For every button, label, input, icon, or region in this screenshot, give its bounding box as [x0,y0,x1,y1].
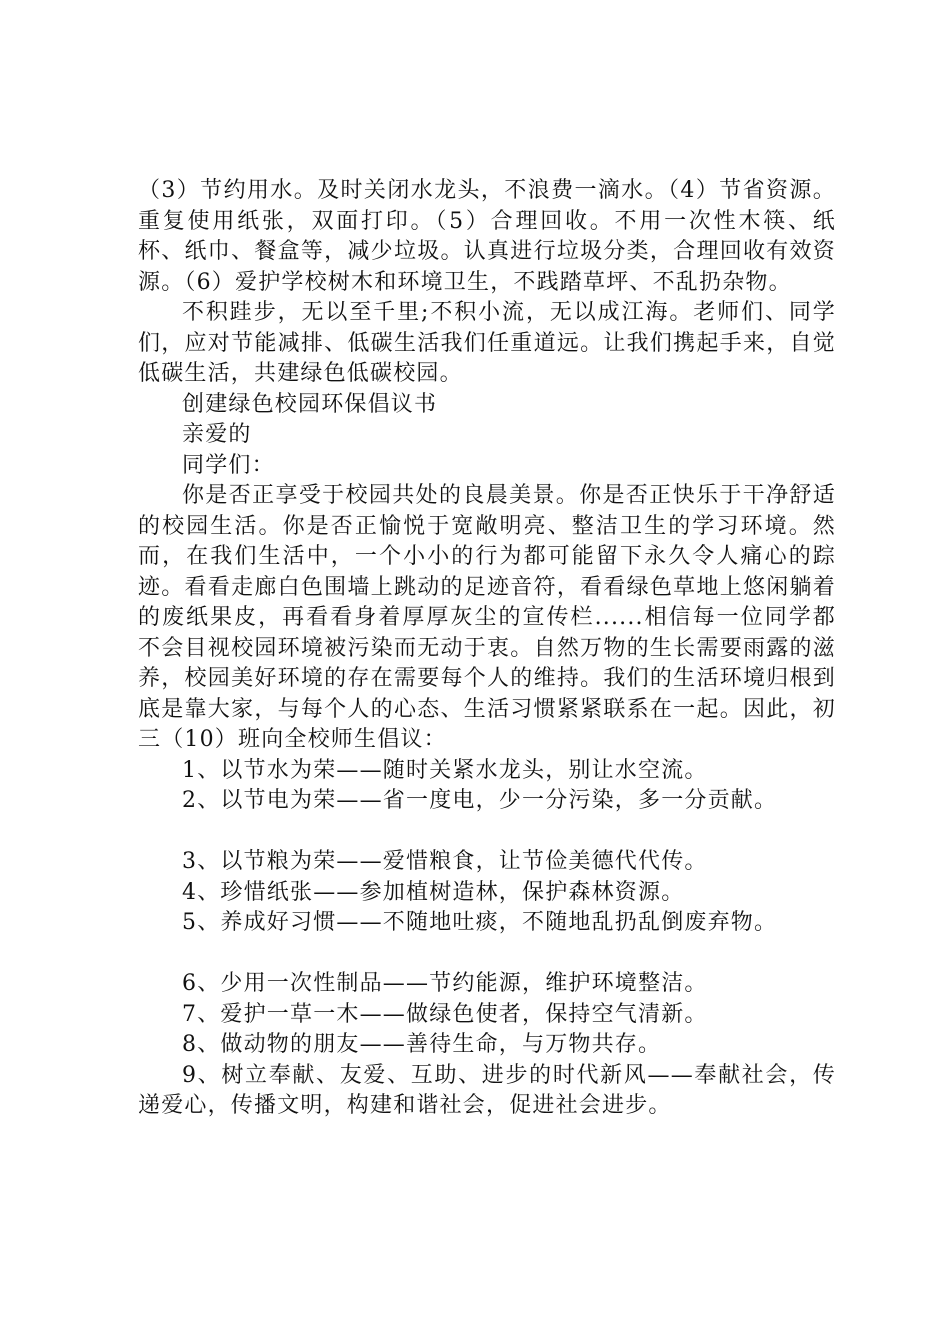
blank-line [138,939,836,970]
proposal-item-7: 7、爱护一草一木——做绿色使者，保持空气清新。 [182,1001,708,1027]
proposal-item-8: 8、做动物的朋友——善待生命，与万物共存。 [182,1032,662,1057]
proposal-item-6: 6、少用一次性制品——节约能源，维护环境整洁。 [182,971,708,996]
salutation-line-2: 同学们： [182,452,275,478]
paragraph-low-carbon-appeal: 不积跬步，无以至千里;不积小流，无以成江海。老师们、同学们，应对节能减排、低碳生活我们任重道远。让我们携起手来，自觉低碳生活，共建绿色低碳校园。 [138,300,836,386]
document-body [138,176,836,1122]
paragraph-conservation-tips: （3）节约用水。及时关闭水龙头，不浪费一滴水。（4）节省资源。重复使用纸张，双面打印。（5）合理回收。不用一次性木筷、纸杯、纸巾、餐盒等，减少垃圾。认真进行垃圾分类，合理回收有效资源。（6）爱护学校树木和环境卫生，不践踏草坪、不乱扔杂物。 [138,178,836,295]
proposal-item-9: 9、树立奉献、友爱、互助、进步的时代新风——奉献社会，传递爱心，传播文明，构建和谐社会，促进社会进步。 [138,1062,836,1118]
proposal-item-4: 4、珍惜纸张——参加植树造林，保护森林资源。 [182,879,685,905]
proposal-item-2: 2、以节电为荣——省一度电，少一分污染，多一分贡献。 [182,788,778,813]
proposal-item-5: 5、养成好习惯——不随地吐痰，不随地乱扔乱倒废弃物。 [182,910,778,935]
paragraph-introduction: 你是否正享受于校园共处的良晨美景。你是否正快乐于干净舒适的校园生活。你是否正愉悦于宽敞明亮、整洁卫生的学习环境。然而，在我们生活中，一个小小的行为都可能留下永久令人痛心的踪迹。看看走廊白色围墙上跳动的足迹音符，看看绿色草地上悠闲躺着的废纸果皮，再看看身着厚厚灰尘的宣传栏......相信每一位同学都不会目视校园环境被污染而无动于衷。自然万物的生长需要雨露的滋养，校园美好环境的存在需要每个人的维持。我们的生活环境归根到底是靠大家，与每个人的心态、生活习惯紧紧联系在一起。因此，初三（10）班向全校师生倡议： [138,483,836,752]
proposal-title: 创建绿色校园环保倡议书 [182,391,438,417]
proposal-item-3: 3、以节粮为荣——爱惜粮食，让节俭美德代代传。 [182,849,708,874]
salutation-line-1: 亲爱的 [182,422,252,447]
proposal-item-1: 1、以节水为荣——随时关紧水龙头，别让水空流。 [182,757,708,783]
blank-line [138,817,836,848]
